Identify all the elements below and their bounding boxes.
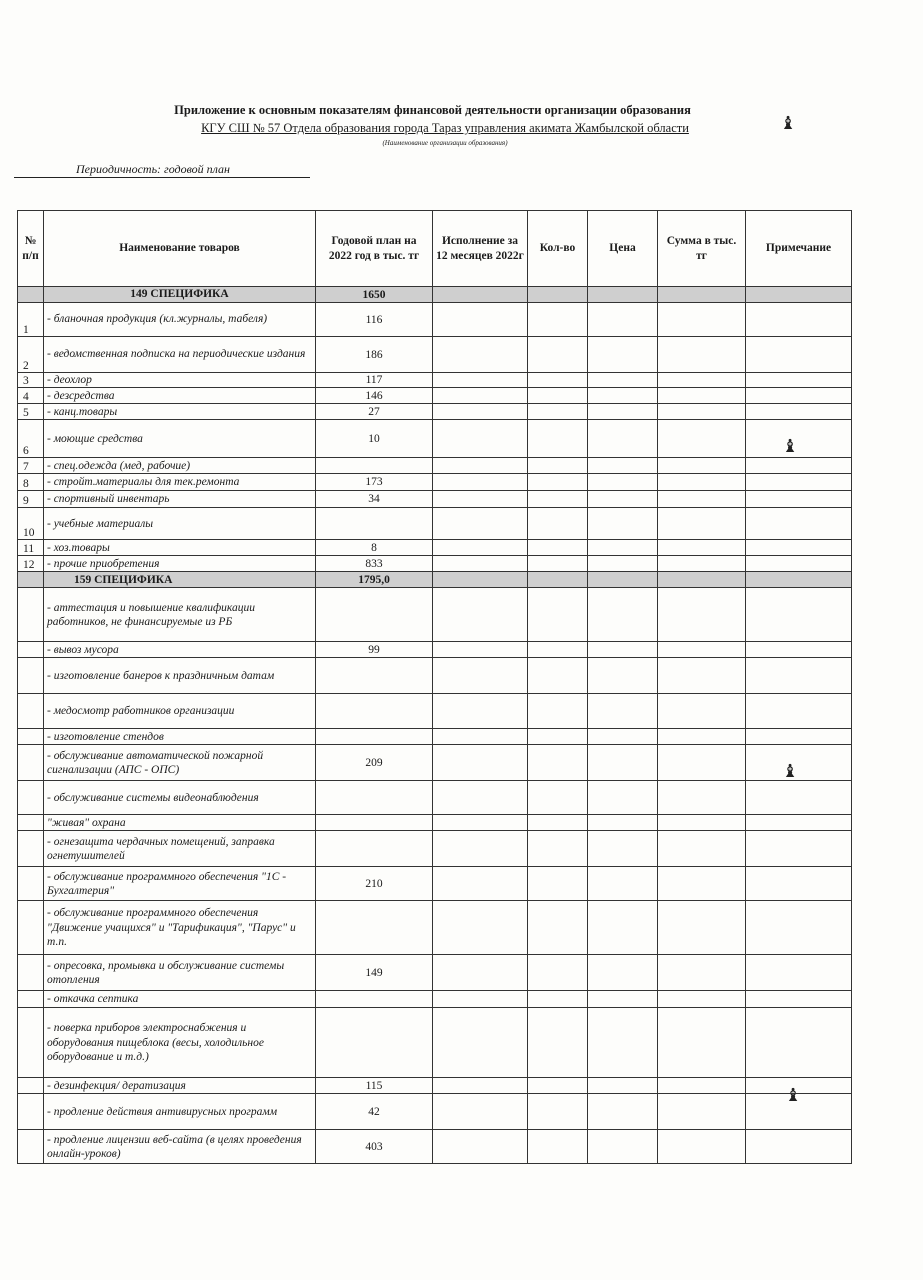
- qty-cell: [528, 867, 588, 901]
- price-cell: [588, 420, 658, 458]
- plan-cell: 116: [316, 303, 433, 337]
- qty-cell: [528, 373, 588, 388]
- table-row: [18, 491, 852, 508]
- name-cell: - спортивный инвентарь: [44, 491, 316, 508]
- plan-cell: 210: [316, 867, 433, 901]
- qty-cell: [528, 420, 588, 458]
- name-cell: - ведомственная подписка на периодические издания: [44, 337, 316, 373]
- sum-cell: [658, 588, 746, 642]
- price-cell: [588, 1078, 658, 1094]
- note-cell: [746, 658, 852, 694]
- qty-cell: [528, 491, 588, 508]
- price-cell: [588, 1130, 658, 1164]
- execution-cell: [433, 831, 528, 867]
- num-cell: 6: [18, 420, 44, 458]
- sum-cell: [658, 572, 746, 588]
- execution-cell: [433, 404, 528, 420]
- sum-cell: [658, 474, 746, 491]
- sum-cell: [658, 420, 746, 458]
- execution-cell: [433, 642, 528, 658]
- num-cell: [18, 1078, 44, 1094]
- price-cell: [588, 540, 658, 556]
- name-cell: - вывоз мусора: [44, 642, 316, 658]
- table-row: [18, 901, 852, 955]
- name-cell: - хоз.товары: [44, 540, 316, 556]
- execution-cell: [433, 572, 528, 588]
- note-cell: [746, 404, 852, 420]
- sum-cell: [658, 745, 746, 781]
- qty-cell: [528, 815, 588, 831]
- execution-cell: [433, 540, 528, 556]
- plan-cell: 99: [316, 642, 433, 658]
- name-cell: - дезсредства: [44, 388, 316, 404]
- note-cell: [746, 901, 852, 955]
- price-cell: [588, 303, 658, 337]
- table-row: [18, 831, 852, 867]
- table-row: [18, 642, 852, 658]
- num-cell: 10: [18, 508, 44, 540]
- qty-cell: [528, 474, 588, 491]
- qty-cell: [528, 303, 588, 337]
- sum-cell: [658, 337, 746, 373]
- stamp-mark-icon: ♝: [782, 761, 799, 781]
- note-cell: [746, 781, 852, 815]
- sum-cell: [658, 781, 746, 815]
- num-cell: [18, 781, 44, 815]
- plan-cell: [316, 658, 433, 694]
- column-header-sum: Сумма в тыс. тг: [658, 211, 746, 287]
- name-cell: - обслуживание автоматической пожарной сигнализации (АПС - ОПС): [44, 745, 316, 781]
- sum-cell: [658, 867, 746, 901]
- price-cell: [588, 388, 658, 404]
- plan-cell: 8: [316, 540, 433, 556]
- qty-cell: [528, 1094, 588, 1130]
- sum-cell: [658, 901, 746, 955]
- organization-caption: (Наименование организации образования): [382, 139, 508, 147]
- note-cell: [746, 556, 852, 572]
- qty-cell: [528, 287, 588, 303]
- execution-cell: [433, 1008, 528, 1078]
- sum-cell: [658, 458, 746, 474]
- price-cell: [588, 694, 658, 729]
- table-row: [18, 388, 852, 404]
- note-cell: [746, 508, 852, 540]
- table-row: [18, 867, 852, 901]
- table-row: [18, 588, 852, 642]
- plan-cell: 10: [316, 420, 433, 458]
- plan-cell: [316, 1008, 433, 1078]
- sum-cell: [658, 491, 746, 508]
- qty-cell: [528, 458, 588, 474]
- price-cell: [588, 287, 658, 303]
- price-cell: [588, 556, 658, 572]
- num-cell: 4: [18, 388, 44, 404]
- sum-cell: [658, 303, 746, 337]
- table-row: [18, 540, 852, 556]
- price-cell: [588, 588, 658, 642]
- stamp-mark-icon: ♝: [785, 1085, 802, 1105]
- table-row: [18, 745, 852, 781]
- column-header-name: Наименование товаров: [44, 211, 316, 287]
- name-cell: - деохлор: [44, 373, 316, 388]
- qty-cell: [528, 388, 588, 404]
- table-row: [18, 1078, 852, 1094]
- name-cell: - опресовка, промывка и обслуживание системы отопления: [44, 955, 316, 991]
- table-row: [18, 658, 852, 694]
- plan-cell: [316, 458, 433, 474]
- execution-cell: [433, 303, 528, 337]
- price-cell: [588, 729, 658, 745]
- stamp-mark-icon: ♝: [780, 113, 797, 133]
- table-header-row: [18, 211, 852, 287]
- sum-cell: [658, 287, 746, 303]
- execution-cell: [433, 729, 528, 745]
- sum-cell: [658, 991, 746, 1008]
- table-row: [18, 781, 852, 815]
- price-cell: [588, 745, 658, 781]
- plan-cell: [316, 901, 433, 955]
- execution-cell: [433, 1130, 528, 1164]
- sum-cell: [658, 373, 746, 388]
- plan-cell: 117: [316, 373, 433, 388]
- plan-cell: [316, 781, 433, 815]
- qty-cell: [528, 508, 588, 540]
- note-cell: [746, 745, 852, 781]
- plan-cell: 1795,0: [316, 572, 433, 588]
- execution-cell: [433, 388, 528, 404]
- num-cell: [18, 867, 44, 901]
- name-cell: - изготовление стендов: [44, 729, 316, 745]
- sum-cell: [658, 404, 746, 420]
- num-cell: [18, 1094, 44, 1130]
- table-row: [18, 694, 852, 729]
- num-cell: 9: [18, 491, 44, 508]
- execution-cell: [433, 745, 528, 781]
- plan-cell: 1650: [316, 287, 433, 303]
- name-cell: "живая" охрана: [44, 815, 316, 831]
- sum-cell: [658, 388, 746, 404]
- note-cell: [746, 588, 852, 642]
- num-cell: [18, 588, 44, 642]
- plan-cell: 27: [316, 404, 433, 420]
- qty-cell: [528, 955, 588, 991]
- table-row: [18, 373, 852, 388]
- num-cell: [18, 745, 44, 781]
- num-cell: [18, 955, 44, 991]
- num-cell: [18, 815, 44, 831]
- num-cell: [18, 694, 44, 729]
- plan-cell: 115: [316, 1078, 433, 1094]
- note-cell: [746, 1008, 852, 1078]
- table-row: [18, 991, 852, 1008]
- execution-cell: [433, 658, 528, 694]
- qty-cell: [528, 781, 588, 815]
- name-cell: - стройт.материалы для тек.ремонта: [44, 474, 316, 491]
- name-cell: - аттестация и повышение квалификации работников, не финансируемые из РБ: [44, 588, 316, 642]
- note-cell: [746, 1078, 852, 1094]
- price-cell: [588, 815, 658, 831]
- name-cell: - бланочная продукция (кл.журналы, табеля): [44, 303, 316, 337]
- finance-table: [17, 210, 852, 1164]
- price-cell: [588, 337, 658, 373]
- name-cell: - прочие приобретения: [44, 556, 316, 572]
- name-cell: - моющие средства: [44, 420, 316, 458]
- plan-cell: 173: [316, 474, 433, 491]
- plan-cell: [316, 508, 433, 540]
- num-cell: [18, 729, 44, 745]
- name-cell: - дезинфекция/ дератизация: [44, 1078, 316, 1094]
- plan-cell: 149: [316, 955, 433, 991]
- table-body: [18, 287, 852, 1164]
- qty-cell: [528, 901, 588, 955]
- name-cell: - медосмотр работников организации: [44, 694, 316, 729]
- column-header-price: Цена: [588, 211, 658, 287]
- execution-cell: [433, 458, 528, 474]
- sum-cell: [658, 642, 746, 658]
- note-cell: [746, 642, 852, 658]
- name-cell: - откачка септика: [44, 991, 316, 1008]
- note-cell: [746, 572, 852, 588]
- num-cell: [18, 287, 44, 303]
- name-cell: - продление лицензии веб-сайта (в целях проведения онлайн-уроков): [44, 1130, 316, 1164]
- price-cell: [588, 991, 658, 1008]
- num-cell: [18, 991, 44, 1008]
- table-row: [18, 337, 852, 373]
- name-cell: - обслуживание системы видеонаблюдения: [44, 781, 316, 815]
- name-cell: 159 СПЕЦИФИКА: [44, 572, 316, 588]
- name-cell: - канц.товары: [44, 404, 316, 420]
- num-cell: [18, 642, 44, 658]
- table-row: [18, 404, 852, 420]
- num-cell: 11: [18, 540, 44, 556]
- qty-cell: [528, 831, 588, 867]
- execution-cell: [433, 508, 528, 540]
- note-cell: [746, 303, 852, 337]
- num-cell: [18, 572, 44, 588]
- note-cell: [746, 955, 852, 991]
- num-cell: [18, 901, 44, 955]
- table-row: [18, 303, 852, 337]
- periodicity-line: Периодичность: годовой план: [14, 162, 310, 178]
- specification-row: [18, 287, 852, 303]
- table-row: [18, 729, 852, 745]
- note-cell: [746, 337, 852, 373]
- table-row: [18, 955, 852, 991]
- name-cell: - продление действия антивирусных программ: [44, 1094, 316, 1130]
- price-cell: [588, 1008, 658, 1078]
- note-cell: [746, 1130, 852, 1164]
- plan-cell: 186: [316, 337, 433, 373]
- execution-cell: [433, 1094, 528, 1130]
- name-cell: - учебные материалы: [44, 508, 316, 540]
- num-cell: [18, 1130, 44, 1164]
- note-cell: [746, 867, 852, 901]
- note-cell: [746, 420, 852, 458]
- note-cell: [746, 991, 852, 1008]
- note-cell: [746, 1094, 852, 1130]
- name-cell: - обслуживание программного обеспечения "1С - Бухгалтерия": [44, 867, 316, 901]
- num-cell: [18, 831, 44, 867]
- plan-cell: [316, 831, 433, 867]
- qty-cell: [528, 694, 588, 729]
- execution-cell: [433, 556, 528, 572]
- plan-cell: [316, 694, 433, 729]
- qty-cell: [528, 572, 588, 588]
- execution-cell: [433, 867, 528, 901]
- execution-cell: [433, 1078, 528, 1094]
- sum-cell: [658, 694, 746, 729]
- num-cell: 3: [18, 373, 44, 388]
- num-cell: 5: [18, 404, 44, 420]
- execution-cell: [433, 337, 528, 373]
- sum-cell: [658, 1008, 746, 1078]
- plan-cell: [316, 991, 433, 1008]
- execution-cell: [433, 781, 528, 815]
- qty-cell: [528, 1130, 588, 1164]
- execution-cell: [433, 991, 528, 1008]
- plan-cell: 146: [316, 388, 433, 404]
- price-cell: [588, 781, 658, 815]
- sum-cell: [658, 540, 746, 556]
- note-cell: [746, 458, 852, 474]
- price-cell: [588, 1094, 658, 1130]
- qty-cell: [528, 540, 588, 556]
- column-header-note: Примечание: [746, 211, 852, 287]
- num-cell: 7: [18, 458, 44, 474]
- table-row: [18, 474, 852, 491]
- price-cell: [588, 404, 658, 420]
- execution-cell: [433, 420, 528, 458]
- table-row: [18, 420, 852, 458]
- num-cell: [18, 658, 44, 694]
- plan-cell: 403: [316, 1130, 433, 1164]
- note-cell: [746, 729, 852, 745]
- note-cell: [746, 491, 852, 508]
- execution-cell: [433, 815, 528, 831]
- organization-name: КГУ СШ № 57 Отдела образования города Тараз управления акимата Жамбылской области: [201, 121, 689, 135]
- note-cell: [746, 287, 852, 303]
- qty-cell: [528, 745, 588, 781]
- table-row: [18, 1094, 852, 1130]
- plan-cell: [316, 729, 433, 745]
- qty-cell: [528, 642, 588, 658]
- qty-cell: [528, 337, 588, 373]
- qty-cell: [528, 588, 588, 642]
- execution-cell: [433, 287, 528, 303]
- num-cell: 2: [18, 337, 44, 373]
- plan-cell: [316, 588, 433, 642]
- price-cell: [588, 458, 658, 474]
- name-cell: 149 СПЕЦИФИКА: [44, 287, 316, 303]
- table-row: [18, 1008, 852, 1078]
- price-cell: [588, 474, 658, 491]
- table-row: [18, 508, 852, 540]
- execution-cell: [433, 491, 528, 508]
- price-cell: [588, 491, 658, 508]
- price-cell: [588, 642, 658, 658]
- column-header-execution: Исполнение за 12 месяцев 2022г: [433, 211, 528, 287]
- price-cell: [588, 572, 658, 588]
- sum-cell: [658, 508, 746, 540]
- note-cell: [746, 540, 852, 556]
- sum-cell: [658, 658, 746, 694]
- sum-cell: [658, 955, 746, 991]
- sum-cell: [658, 1078, 746, 1094]
- stamp-mark-icon: ♝: [782, 436, 799, 456]
- document-title: Приложение к основным показателям финансовой деятельности организации образования: [174, 103, 691, 117]
- price-cell: [588, 508, 658, 540]
- table-row: [18, 815, 852, 831]
- plan-cell: 209: [316, 745, 433, 781]
- name-cell: - спец.одежда (мед, рабочие): [44, 458, 316, 474]
- column-header-qty: Кол-во: [528, 211, 588, 287]
- sum-cell: [658, 556, 746, 572]
- plan-cell: 42: [316, 1094, 433, 1130]
- plan-cell: 833: [316, 556, 433, 572]
- sum-cell: [658, 729, 746, 745]
- qty-cell: [528, 556, 588, 572]
- table-row: [18, 1130, 852, 1164]
- sum-cell: [658, 1130, 746, 1164]
- note-cell: [746, 373, 852, 388]
- name-cell: - обслуживание программного обеспечения "Движение учащихся" и "Тарификация", "Парус" и т.п.: [44, 901, 316, 955]
- num-cell: [18, 1008, 44, 1078]
- execution-cell: [433, 955, 528, 991]
- price-cell: [588, 831, 658, 867]
- column-header-plan: Годовой план на 2022 год в тыс. тг: [316, 211, 433, 287]
- table-row: [18, 556, 852, 572]
- name-cell: - поверка приборов электроснабжения и оборудования пищеблока (весы, холодильное оборудование и т.д.): [44, 1008, 316, 1078]
- column-header-num: № п/п: [18, 211, 44, 287]
- qty-cell: [528, 1078, 588, 1094]
- execution-cell: [433, 474, 528, 491]
- execution-cell: [433, 373, 528, 388]
- plan-cell: 34: [316, 491, 433, 508]
- execution-cell: [433, 588, 528, 642]
- specification-row: [18, 572, 852, 588]
- num-cell: 8: [18, 474, 44, 491]
- qty-cell: [528, 404, 588, 420]
- note-cell: [746, 694, 852, 729]
- qty-cell: [528, 729, 588, 745]
- note-cell: [746, 388, 852, 404]
- execution-cell: [433, 694, 528, 729]
- sum-cell: [658, 1094, 746, 1130]
- execution-cell: [433, 901, 528, 955]
- qty-cell: [528, 1008, 588, 1078]
- note-cell: [746, 831, 852, 867]
- plan-cell: [316, 815, 433, 831]
- name-cell: - огнезащита чердачных помещений, заправка огнетушителей: [44, 831, 316, 867]
- name-cell: - изготовление банеров к праздничным датам: [44, 658, 316, 694]
- price-cell: [588, 955, 658, 991]
- sum-cell: [658, 831, 746, 867]
- num-cell: 1: [18, 303, 44, 337]
- note-cell: [746, 815, 852, 831]
- note-cell: [746, 474, 852, 491]
- sum-cell: [658, 815, 746, 831]
- price-cell: [588, 867, 658, 901]
- price-cell: [588, 373, 658, 388]
- num-cell: 12: [18, 556, 44, 572]
- price-cell: [588, 658, 658, 694]
- qty-cell: [528, 991, 588, 1008]
- qty-cell: [528, 658, 588, 694]
- price-cell: [588, 901, 658, 955]
- table-row: [18, 458, 852, 474]
